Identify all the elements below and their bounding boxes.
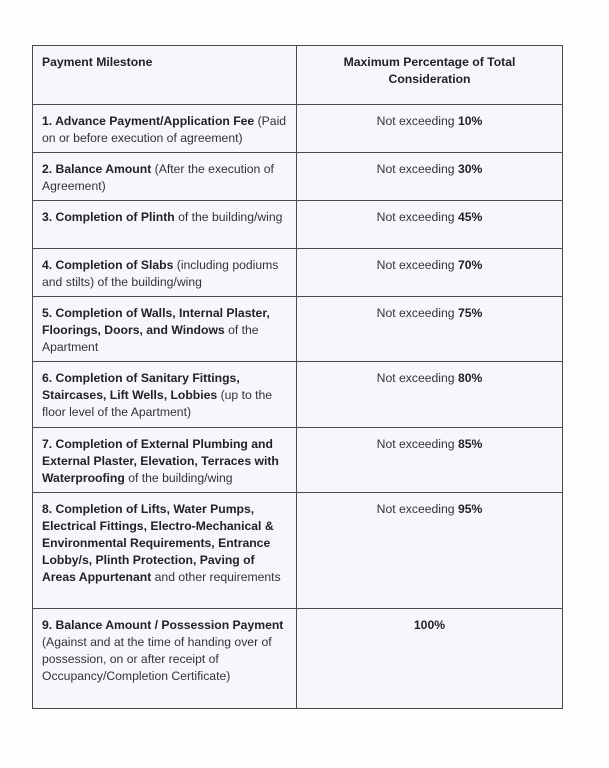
milestone-cell [33,362,297,428]
header-payment-milestone: Payment Milestone [33,46,297,105]
milestone-title: 6. Completion of Sanitary Fittings, Staircases, Lift Wells, Lobbies [42,371,240,402]
milestone-title: 3. Completion of Plinth [42,210,175,224]
milestone-description: (Against and at the time of handing over of possession, on or after receipt of Occupancy/Completion Certificate) [42,635,272,683]
percentage-cell [297,428,563,493]
milestone-title: 8. Completion of Lifts, Water Pumps, Electrical Fittings, Electro-Mechanical & Environmental Requirements, Entrance Lobby/s, Plinth Protection, Paving of Areas Appurtenant [42,502,274,584]
percentage-cell [297,201,563,249]
table-header-row [33,46,563,105]
percentage-cell [297,493,563,609]
milestone-description: and other requirements [151,570,281,584]
percentage-cell [297,609,563,709]
percentage-value: 30% [457,162,483,176]
percentage-value: 75% [457,306,483,320]
percentage-value: 95% [457,502,483,516]
percentage-prefix: Not exceeding [376,502,458,516]
milestone-title: 4. Completion of Slabs [42,258,174,272]
percentage-prefix: Not exceeding [376,306,458,320]
payment-milestone-table [32,45,563,709]
milestone-cell [33,201,297,249]
milestone-title: 5. Completion of Walls, Internal Plaster, Floorings, Doors, and Windows [42,306,270,337]
milestone-description: of the building/wing [174,210,283,224]
percentage-cell [297,362,563,428]
percentage-value: 85% [457,437,483,451]
milestone-cell [33,105,297,153]
milestone-cell [33,428,297,493]
milestone-title: 2. Balance Amount [42,162,152,176]
percentage-cell [297,105,563,153]
table-row [33,493,563,609]
table-row [33,153,563,201]
percentage-cell [297,249,563,297]
milestone-cell [33,297,297,362]
milestone-description: (Paid on or before execution of agreement) [42,114,287,145]
percentage-value: 100% [413,618,446,632]
percentage-value: 80% [457,371,483,385]
percentage-cell [297,297,563,362]
table-row [33,609,563,709]
header-max-percentage: Maximum Percentage of Total Consideration [297,46,563,105]
milestone-cell [33,153,297,201]
percentage-prefix: Not exceeding [376,114,458,128]
percentage-value: 45% [457,210,483,224]
percentage-prefix: Not exceeding [376,371,458,385]
percentage-prefix: Not exceeding [376,437,458,451]
table-row [33,249,563,297]
milestone-title: 1. Advance Payment/Application Fee [42,114,255,128]
percentage-cell [297,153,563,201]
milestone-description: (up to the floor level of the Apartment) [42,388,273,419]
table-row [33,105,563,153]
percentage-prefix: Not exceeding [376,162,458,176]
percentage-prefix: Not exceeding [376,210,458,224]
table-row [33,362,563,428]
table-row [33,201,563,249]
milestone-description: (After the execution of Agreement) [42,162,274,193]
milestone-description: (including podiums and stilts) of the building/wing [42,258,279,289]
table-row [33,428,563,493]
milestone-cell [33,249,297,297]
milestone-description: of the Apartment [42,323,259,354]
percentage-value: 70% [457,258,483,272]
milestone-title: 7. Completion of External Plumbing and External Plaster, Elevation, Terraces with Waterproofing [42,437,279,485]
table-row [33,297,563,362]
percentage-prefix: Not exceeding [376,258,458,272]
milestone-title: 9. Balance Amount / Possession Payment [42,618,284,632]
milestone-cell [33,493,297,609]
milestone-description: of the building/wing [124,471,233,485]
percentage-value: 10% [457,114,483,128]
milestone-cell [33,609,297,709]
